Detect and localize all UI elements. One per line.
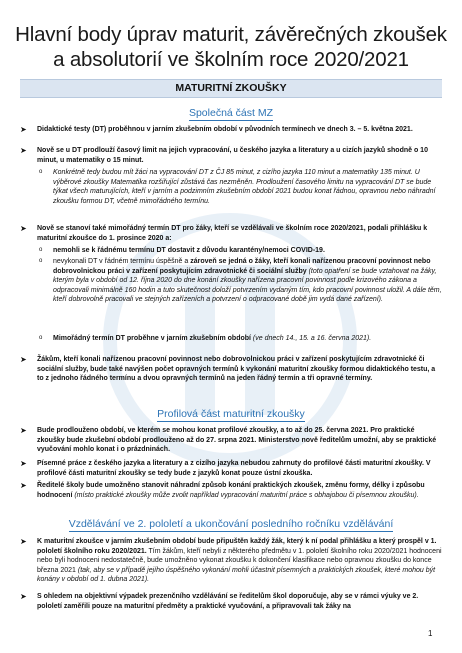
arrow-bullet-icon: ➤ [20, 537, 27, 546]
list-item: ➤ Ředitelé školy bude umožněno stanovit náhradní způsob konání praktických zkoušek, změnu formy, délky i způsobu hodnocení (místo praktické zkoušky může zvolit například vypracování maturitní práce s obhajobou či písemnou zkoušku). [20, 481, 425, 499]
list-item: ➤ Bude prodlouženo období, ve kterém se mohou konat profilové zkoušky, a to až do 25. června 2021. Pro praktické zkoušky bude zkušební období prodlouženo až do 27. srpna 2021. Ministerstvo nově ředitelům umožní, aby se praktické vyučování mohlo konat i o prázdninách. [20, 426, 437, 454]
list-item: ➤ S ohledem na objektivní výpadek prezenčního vzdělávání se ředitelům škol doporučuje, aby se v rámci výuky ve 2. pololetí zaměřili pouze na maturitní předměty a praktické vyučování, a připravovali tak žáky na [20, 592, 419, 610]
list-item: ➤ Písemné práce z českého jazyka a literatury a z cizího jazyka nebudou zahrnuty do profilové části maturitní zkoušky. V profilové části maturitní zkoušky se tedy bude z jazyků konat pouze ústní zkouška. [20, 459, 431, 477]
sub-list-item: o nemohli se k řádnému termínu DT dostavit z důvodu karantény/nemoci COVID-19. [39, 247, 325, 254]
circle-bullet-icon: o [39, 335, 43, 341]
section-heading-education: Vzdělávání ve 2. pololetí a ukončování posledního ročníku vzdělávání [68, 518, 394, 530]
sub-list-item: o nevykonali DT v řádném termínu úspěšně a zároveň se jedná o žáky, kteří konali nařízenou pracovní povinnost nebo dobrovolnickou práci v zařízení poskytujícím zdravotnické či sociální služby (toto opatření se bude vztahovat na žáky, kterým byla v období od 12. října 2020 do dne konání zkoušky nařízena pracovní povinnost podle krizového zákona a odpracovali minimálně 160 hodin a tuto skutečnost doloží potvrzením vydaným tím, kdo pracovní povinnost uložil. A dále těm, kteří dobrovolně pracovali ve stejných zařízeních a potvrzení o odpracované době jim vydá dané zařízení). [39, 258, 442, 304]
section-heading-common: Společná část MZ [188, 107, 274, 119]
list-item: ➤ Didaktické testy (DT) proběhnou v jarním zkušebním období v původních termínech ve dnech 3. – 5. května 2021. [20, 125, 413, 134]
arrow-bullet-icon: ➤ [20, 481, 27, 490]
arrow-bullet-icon: ➤ [20, 426, 27, 435]
sub-list-item: o Mimořádný termín DT proběhne v jarním zkušebním období (ve dnech 14., 15. a 16. června 2021). [39, 335, 372, 342]
arrow-bullet-icon: ➤ [20, 355, 27, 364]
arrow-bullet-icon: ➤ [20, 125, 27, 134]
arrow-bullet-icon: ➤ [20, 224, 27, 233]
page-number: 1 [428, 629, 433, 638]
circle-bullet-icon: o [39, 247, 43, 253]
section-heading-profile: Profilová část maturitní zkoušky [157, 408, 305, 420]
sub-list-item: o Konkrétně tedy budou mít žáci na vypracování DT z ČJ 85 minut, z cizího jazyka 110 minut a matematiky 135 minut. U výběrové zkoušky Matematika rozšiřující zůstává čas nezměněn. Prodloužení časového limitu na vypracování DT se bude týkat všech maturujících, kteří v jarním a podzimním zkušebním období 2021 budou konat řádnou, opravnou nebo náhradní zkoušku formou DT, včetně mimořádného termínu. [39, 169, 436, 205]
circle-bullet-icon: o [39, 169, 43, 175]
list-item: ➤ Nově se u DT prodlouží časový limit na jejich vypracování, u českého jazyka a literatury a u cizích jazyků shodně o 10 minut, u matematiky o 15 minut. [20, 146, 428, 164]
list-item: ➤ Žákům, kteří konali nařízenou pracovní povinnost nebo dobrovolnickou práci v zařízení poskytujícím zdravotnické či sociální služby, bude také navýšen počet opravných termínů k vykonání maturitní zkoušky formou didaktického testu, a to z jednoho řádného termínu a dvou opravných termínů na jeden řádný termín a tři opravné termíny. [20, 355, 436, 383]
document-title: Hlavní body úprav maturit, závěrečných zkoušek a absolutorií ve školním roce 2020/2021 [15, 23, 447, 71]
arrow-bullet-icon: ➤ [20, 459, 27, 468]
section-bar-maturitni-zkousky: MATURITNÍ ZKOUŠKY [20, 79, 442, 98]
list-item: ➤ Nově se stanoví také mimořádný termín DT pro žáky, kteří se vzdělávali ve školním roce 2020/2021, podali přihlášku k maturitní zkoušce do 1. prosince 2020 a: [20, 224, 428, 242]
arrow-bullet-icon: ➤ [20, 146, 27, 155]
circle-bullet-icon: o [39, 258, 43, 264]
arrow-bullet-icon: ➤ [20, 592, 27, 601]
list-item: ➤ K maturitní zkoušce v jarním zkušebním období bude připuštěn každý žák, který k ní podal přihlášku a který prospěl v 1. pololetí školního roku 2020/2021. Tím žákům, kteří nebyli z některého předmětu v 1. pololetí školního roku 2020/2021 hodnoceni nebo byli hodnoceni nedostatečně, bude umožněno vykonat zkoušku k dokončení klasifikace nebo opravnou zkoušku do konce března 2021 (tak, aby se v případě jejího úspěšného vykonání mohli účastnit písemných a praktických zkoušek, které mohou být konány v období od 1. dubna 2021). [20, 537, 442, 584]
